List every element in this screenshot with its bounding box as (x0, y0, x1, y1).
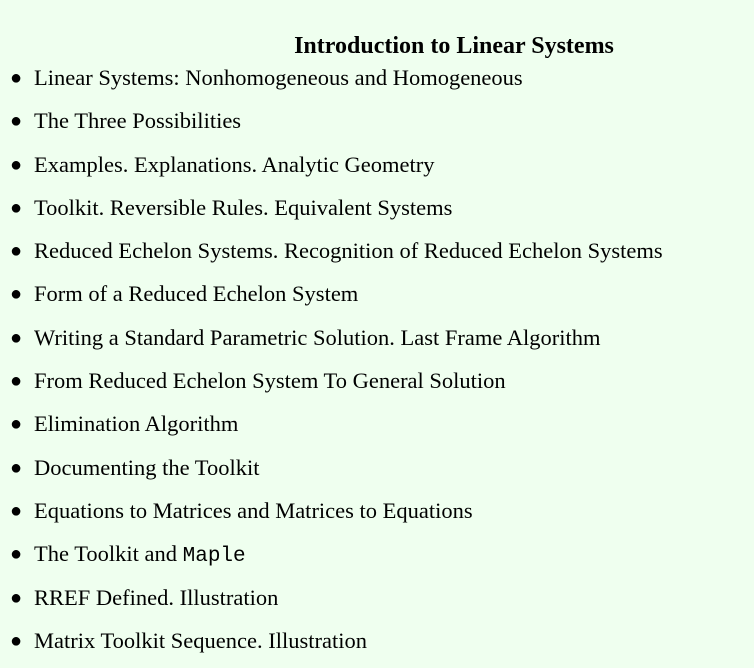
bullet-icon: ● (10, 67, 23, 89)
list-item[interactable] (10, 365, 663, 408)
bullet-icon: ● (10, 196, 23, 219)
list-item[interactable] (10, 62, 663, 105)
list-item-label[interactable]: Toolkit. Reversible Rules. Equivalent Systems (34, 194, 453, 220)
list-item[interactable] (10, 625, 663, 668)
list-item[interactable] (10, 278, 663, 321)
bullet-icon: ● (10, 413, 23, 436)
list-item-label[interactable]: Matrix Toolkit Sequence. Illustration (34, 627, 367, 653)
bullet-icon: ● (10, 153, 23, 176)
list-item[interactable] (10, 452, 663, 495)
list-item-text: The Toolkit and (34, 541, 183, 567)
list-item-label[interactable]: RREF Defined. Illustration (34, 584, 279, 610)
bullet-icon: ● (10, 326, 23, 349)
list-item-label[interactable]: Writing a Standard Parametric Solution. Last Frame Algorithm (34, 324, 601, 350)
list-item-label[interactable]: Elimination Algorithm (34, 411, 239, 437)
bullet-icon: ● (10, 629, 23, 652)
page-title: Introduction to Linear Systems (294, 33, 614, 60)
maple-code-text: Maple (182, 545, 246, 569)
bullet-icon: ● (10, 543, 23, 566)
bullet-icon: ● (10, 456, 23, 479)
bullet-icon: ● (10, 110, 23, 133)
list-item[interactable] (10, 495, 663, 538)
list-item[interactable] (10, 408, 663, 451)
topic-list (10, 62, 663, 668)
bullet-icon: ● (10, 370, 23, 393)
list-item-label[interactable]: Linear Systems: Nonhomogeneous and Homogeneous (34, 65, 523, 90)
list-item-label[interactable]: From Reduced Echelon System To General Solution (34, 368, 506, 394)
bullet-icon: ● (10, 283, 23, 306)
list-item[interactable] (10, 538, 663, 581)
bullet-icon: ● (10, 499, 23, 522)
list-item-label[interactable]: Examples. Explanations. Analytic Geometry (34, 151, 435, 177)
list-item-label[interactable]: Documenting the Toolkit (34, 454, 260, 480)
list-item[interactable] (10, 235, 663, 278)
list-item-label[interactable] (34, 538, 246, 573)
bullet-icon: ● (10, 586, 23, 609)
bullet-icon: ● (10, 240, 23, 263)
list-item[interactable] (10, 149, 663, 192)
list-item-label[interactable]: Equations to Matrices and Matrices to Equations (34, 497, 473, 523)
list-item-label[interactable]: Reduced Echelon Systems. Recognition of Reduced Echelon Systems (34, 238, 663, 264)
list-item[interactable] (10, 105, 663, 148)
list-item-label[interactable]: Form of a Reduced Echelon System (34, 281, 359, 307)
list-item[interactable] (10, 192, 663, 235)
list-item-label[interactable]: The Three Possibilities (34, 108, 242, 134)
list-item[interactable] (10, 322, 663, 365)
list-item[interactable] (10, 582, 663, 625)
